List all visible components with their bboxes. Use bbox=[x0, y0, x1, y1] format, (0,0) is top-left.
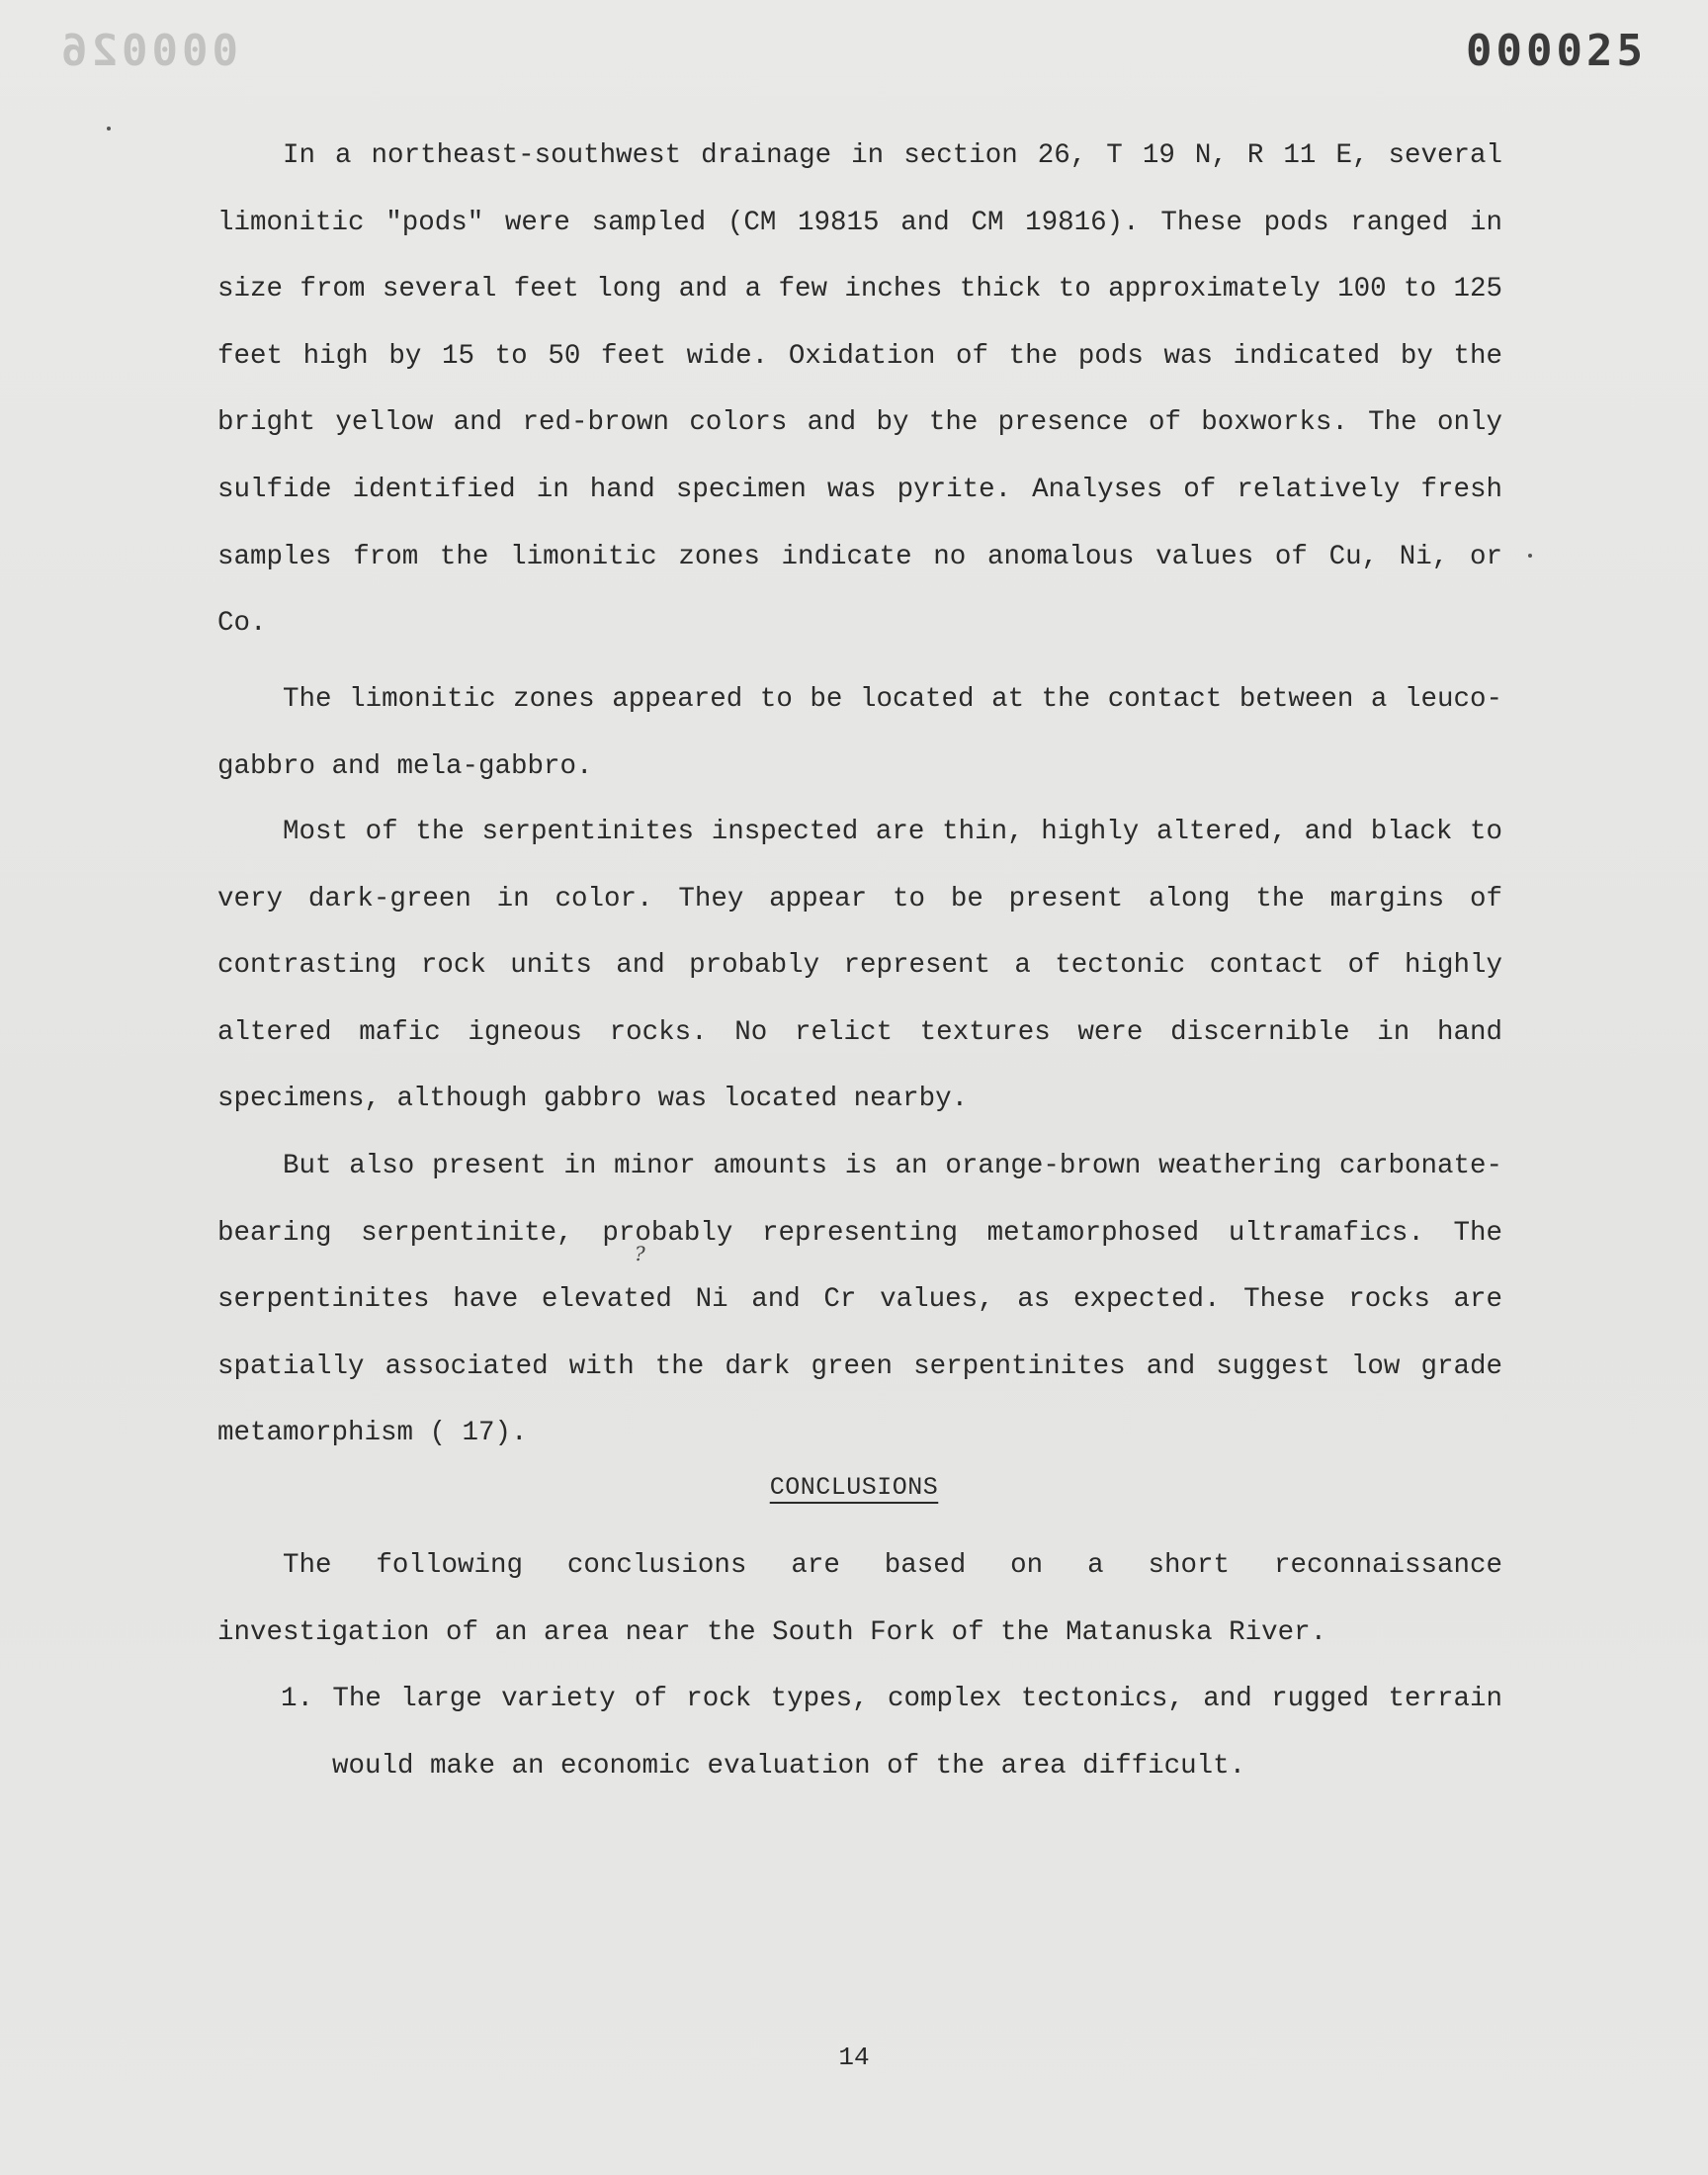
margin-mark bbox=[107, 127, 111, 130]
conclusions-heading bbox=[0, 1473, 1708, 1502]
body-text bbox=[217, 666, 1502, 800]
paragraph-serpentinites: Most of the serpentinites inspected are thin, highly altered, and black to very dark-green in color. They appear to be present along the margins of contrasting rock units and probably represent a tectonic contact of highly altered mafic igneous rocks. No relict textures were discernible in hand specimens, although gabbro was located nearby. bbox=[217, 817, 1519, 1115]
page-number: 14 bbox=[838, 2043, 870, 2072]
conclusions-intro: The following conclusions are based on a short reconnaissance investigation of an area near the South Fork of the Matanuska River. bbox=[217, 1550, 1519, 1648]
body-text bbox=[217, 123, 1519, 657]
paragraph-carbonate-serpentinite: But also present in minor amounts is an orange-brown weathering carbonate-bearing serpentinite, probably representing metamorphosed ultramafics. The serpentinites have elevated Ni and Cr values, as expected. These rocks are spatially associated with the dark green serpentinites and suggest low grade metamorphism ( 17). bbox=[217, 1151, 1519, 1449]
document-stamp-number: 000025 bbox=[1466, 26, 1647, 76]
paragraph-drainage-pods: In a northeast-southwest drainage in section 26, T 19 N, R 11 E, several limonitic "pods" were sampled (CM 19815 and CM 19816). These pods ranged in size from several feet long and a few inches thick to approximately 100 to 125 feet high by 15 to 50 feet wide. Oxidation of the pods was indicated by the bright yellow and red-brown colors and by the presence of boxworks. The only sulfide identified in hand specimen was pyrite. Analyses of relatively fresh samples from the limonitic zones indicate no anomalous values of Cu, Ni, or Co. bbox=[217, 140, 1519, 640]
conclusions-heading-text: CONCLUSIONS bbox=[769, 1473, 939, 1502]
bleed-through-stamp-number: 000026 bbox=[57, 26, 238, 76]
conclusion-item-1: 1. The large variety of rock types, complex tectonics, and rugged terrain would make an economic evaluation of the area difficult. bbox=[281, 1684, 1502, 1782]
handwritten-question-mark: ? bbox=[635, 1242, 645, 1265]
margin-mark bbox=[1528, 554, 1532, 558]
paragraph-limonitic-zones: The limonitic zones appeared to be located at the contact between a leuco-gabbro and mela-gabbro. bbox=[217, 684, 1502, 782]
body-text bbox=[217, 799, 1519, 1133]
body-text bbox=[217, 1532, 1519, 1799]
body-text bbox=[217, 1133, 1519, 1467]
